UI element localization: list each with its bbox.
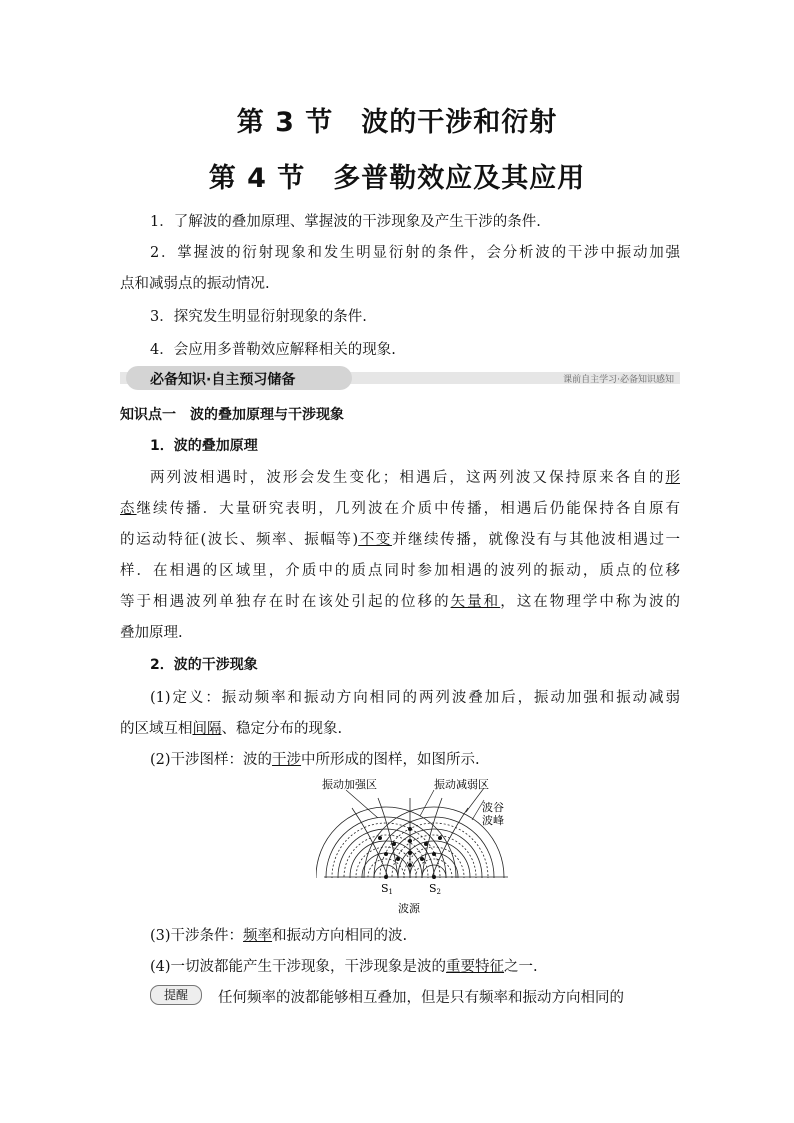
label-source: 波源 (398, 902, 420, 915)
banner-label: 必备知识·自主预习储备 (150, 372, 296, 388)
text: 和振动方向相同的波. (272, 928, 408, 944)
para1-line5 (120, 590, 680, 611)
para1-line6: 叠加原理. (120, 625, 183, 641)
definition-line2 (120, 717, 680, 738)
text: 的运动特征(波长、频率、振幅等) (120, 532, 359, 548)
title-section-4: 第 4 节 多普勒效应及其应用 (208, 163, 586, 194)
label-strong-region: 振动加强区 (322, 778, 377, 791)
underline-important-feature: 重要特征 (446, 959, 505, 975)
section-banner (120, 366, 680, 390)
underline-interval: 间隔 (192, 721, 222, 737)
s2-subscript: 2 (436, 888, 442, 896)
goal-2: 2．掌握波的衍射现象和发生明显衍射的条件，会分析波的干涉中振动加强 (150, 245, 680, 261)
s2-letter: S (429, 882, 437, 895)
text: 继续传播．大量研究表明，几列波在介质中传播，相遇后仍能保持各自原有 (136, 501, 680, 517)
underline-vector-sum: 矢量和 (450, 594, 501, 610)
banner-right-label: 课前自主学习·必备知识感知 (563, 375, 674, 385)
text: (4)一切波都能产生干涉现象，干涉现象是波的 (150, 959, 447, 975)
text: ，这在物理学中称为波的 (500, 594, 681, 610)
para1-line4: 样．在相遇的区域里，介质中的质点同时参加相遇的波列的振动，质点的位移 (120, 563, 680, 579)
goal-2-cont: 点和减弱点的振动情况. (120, 276, 270, 292)
knowledge-heading: 知识点一 波的叠加原理与干涉现象 (120, 407, 344, 423)
label-s1 (381, 882, 393, 896)
tip-text: 任何频率的波都能够相互叠加，但是只有频率和振动方向相同的 (218, 990, 624, 1006)
label-weak-region: 振动减弱区 (434, 778, 489, 791)
text: 中所形成的图样，如图所示. (301, 752, 480, 768)
text: 并继续传播，就像没有与其他波相遇过一 (391, 532, 681, 548)
definition-line1: (1)定义：振动频率和振动方向相同的两列波叠加后，振动加强和振动减弱 (150, 690, 680, 706)
goal-3: 3．探究发生明显衍射现象的条件. (150, 309, 367, 325)
label-trough: 波谷 (482, 801, 504, 814)
all-waves-line (150, 955, 680, 976)
condition-line (150, 924, 680, 945)
text: (3)干涉条件： (150, 928, 244, 944)
underline-interference: 干涉 (272, 752, 302, 768)
subheading-superposition: 1．波的叠加原理 (150, 438, 258, 454)
underline-form: 形 (665, 470, 680, 486)
text: (2)干涉图样：波的 (150, 752, 273, 768)
para1-line3 (120, 528, 680, 549)
para1-line2 (120, 497, 680, 518)
text: 两列波相遇时，波形会发生变化；相遇后，这两列波又保持原来各自的 (150, 470, 666, 486)
para1-line1 (150, 466, 680, 487)
source-s2-dot (432, 875, 436, 879)
source-s1-dot (384, 875, 388, 879)
goal-4: 4．会应用多普勒效应解释相关的现象. (150, 342, 396, 358)
label-crest: 波峰 (482, 814, 504, 827)
tip-badge: 提醒 (150, 985, 202, 1005)
title-section-3: 第 3 节 波的干涉和衍射 (236, 107, 558, 138)
label-s2 (429, 882, 441, 896)
text: 等于相遇波列单独存在时在该处引起的位移的 (120, 594, 451, 610)
text: 、稳定分布的现象. (221, 721, 343, 737)
pattern-line (150, 748, 680, 769)
s1-letter: S (381, 882, 389, 895)
s1-subscript: 1 (388, 888, 394, 896)
subheading-interference: 2．波的干涉现象 (150, 657, 258, 673)
text: 的区域互相 (120, 721, 193, 737)
goal-1: 1．了解波的叠加原理、掌握波的干涉现象及产生干涉的条件. (150, 214, 541, 230)
text: 之一. (504, 959, 538, 975)
underline-frequency: 频率 (243, 928, 273, 944)
underline-state: 态 (120, 501, 137, 517)
interference-figure (316, 774, 516, 920)
underline-unchanged: 不变 (358, 532, 392, 548)
